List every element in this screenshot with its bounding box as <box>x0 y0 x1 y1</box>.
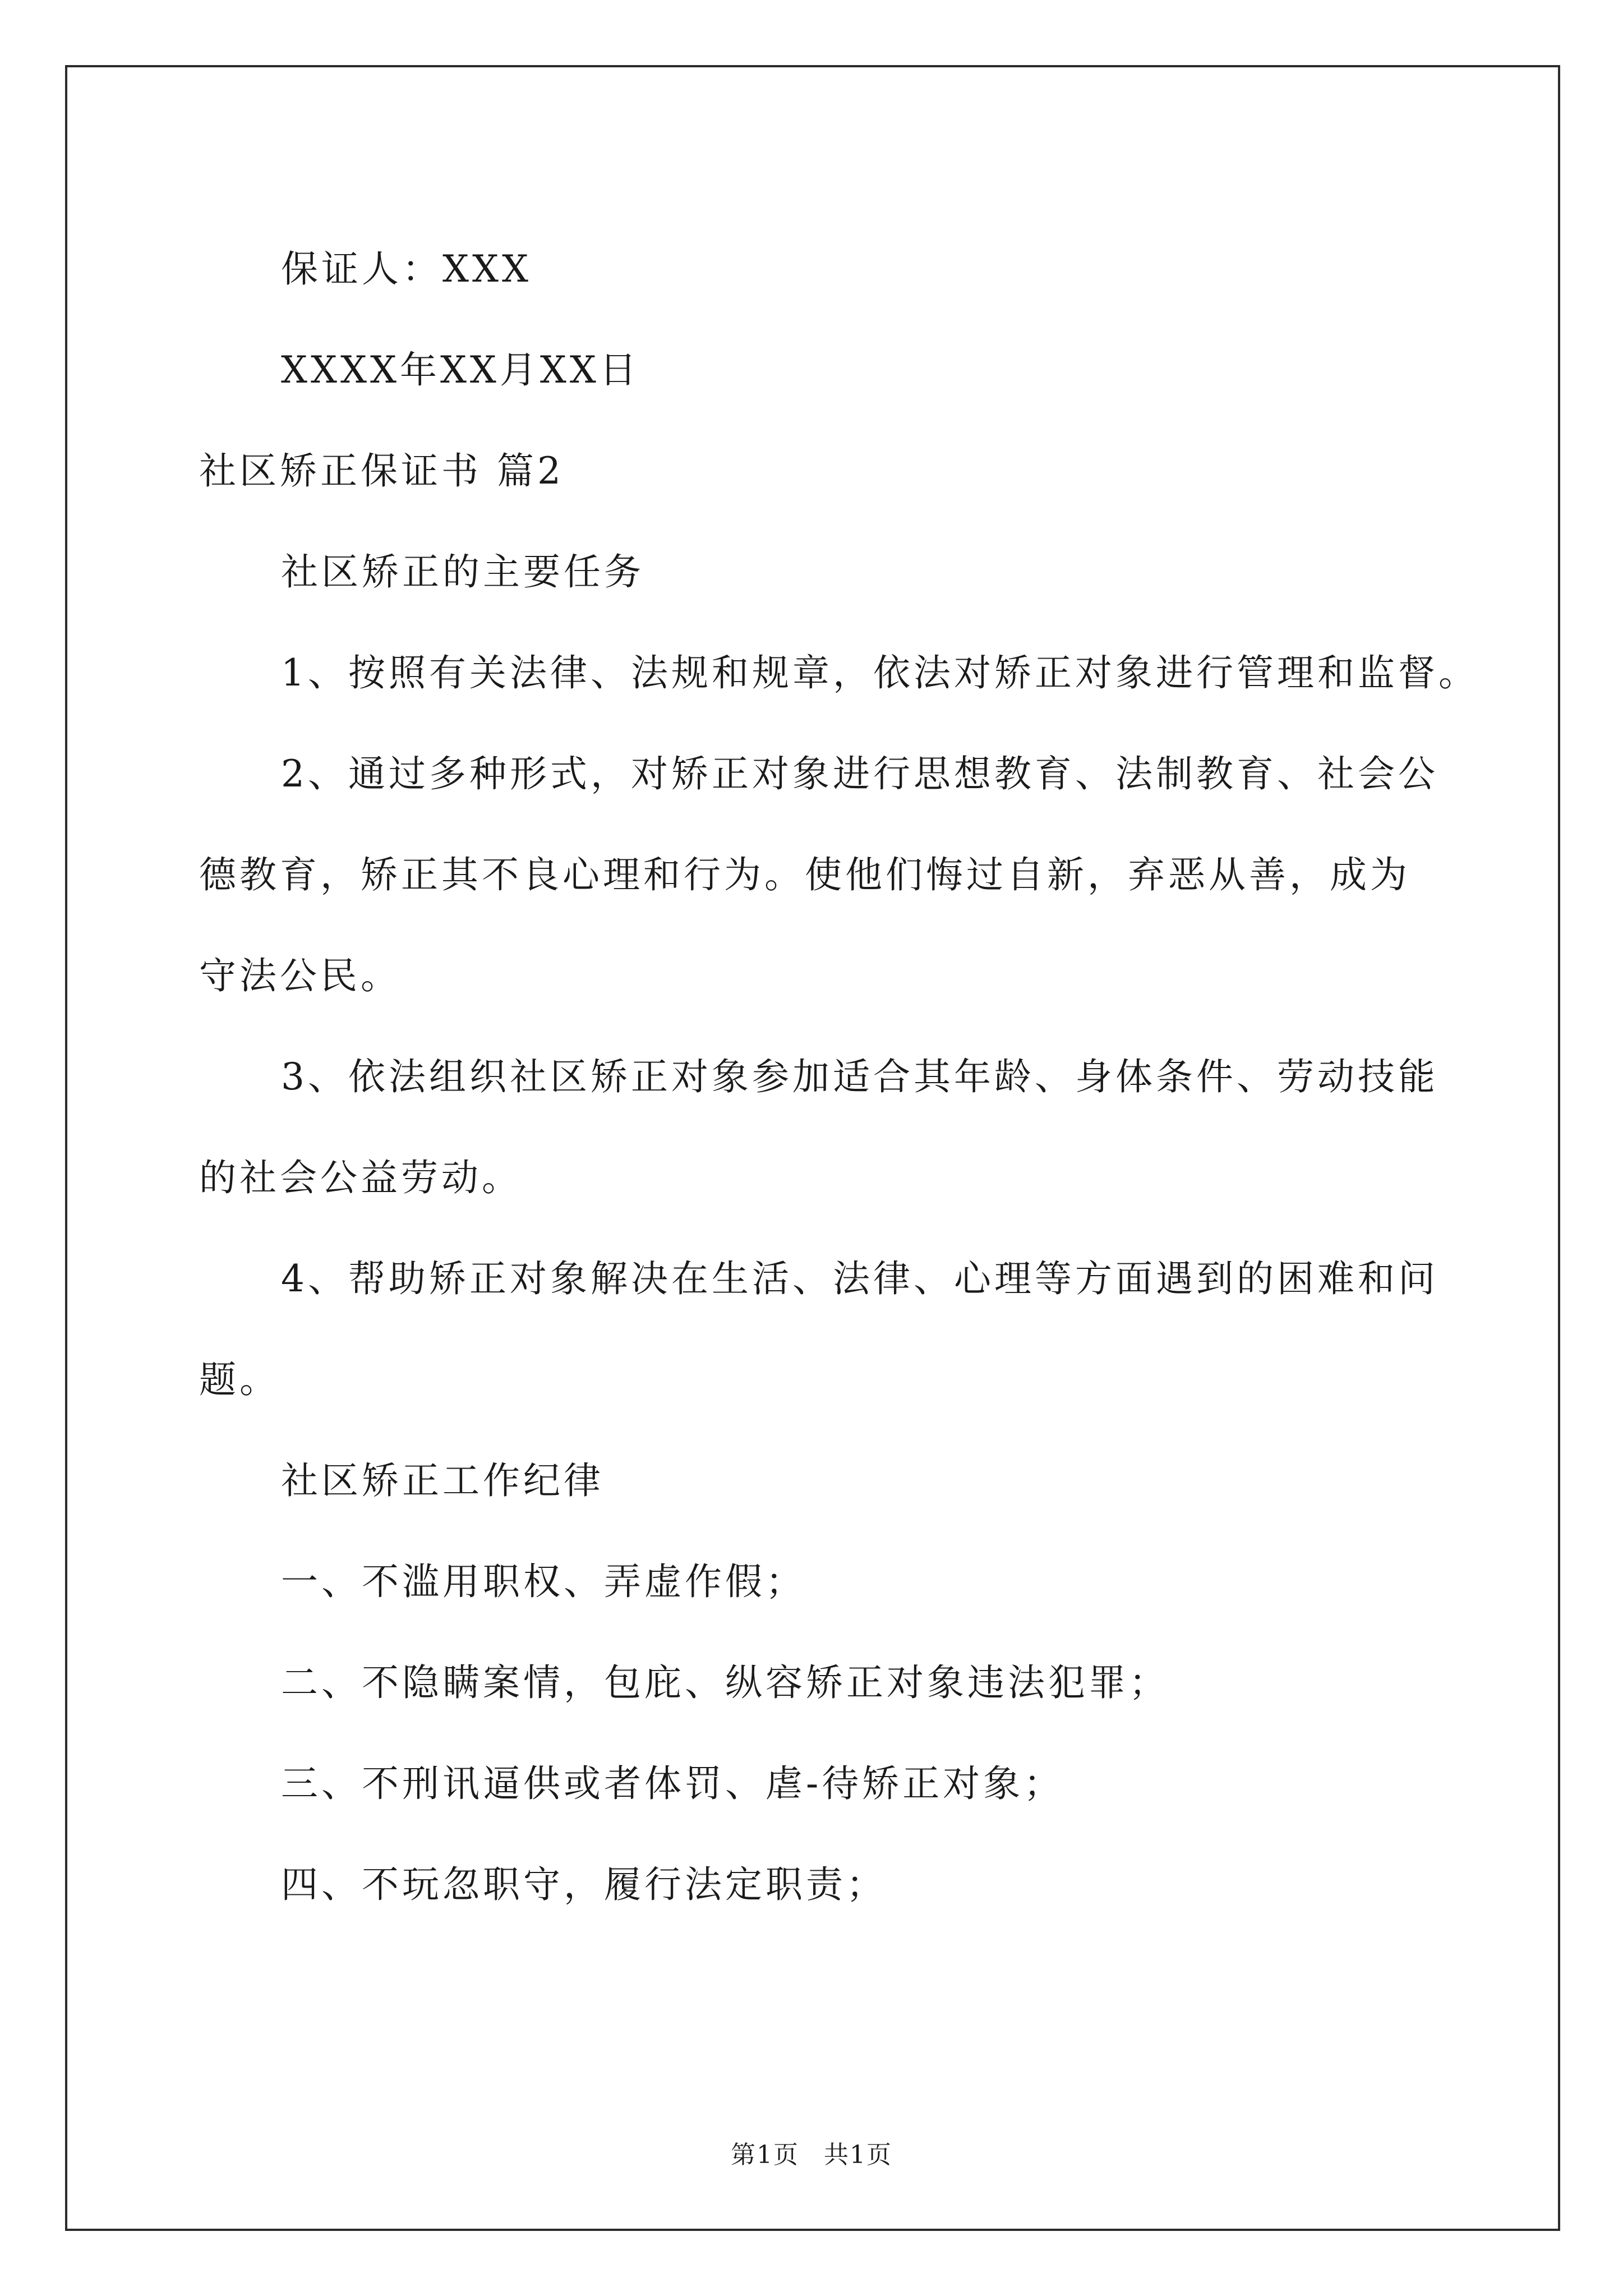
task-item-4: 4、帮助矫正对象解决在生活、法律、心理等方面遇到的困难和问 <box>281 1257 1438 1300</box>
task-item-2: 2、通过多种形式，对矫正对象进行思想教育、法制教育、社会公 <box>281 752 1438 795</box>
guarantor-line: 保证人：XXX <box>281 247 532 291</box>
discipline-item-3: 三、不刑讯逼供或者体罚、虐-待矫正对象； <box>281 1762 1064 1805</box>
discipline-item-4: 四、不玩忽职守，履行法定职责； <box>281 1863 887 1906</box>
task-item-1: 1、按照有关法律、法规和规章，依法对矫正对象进行管理和监督。 <box>281 651 1479 694</box>
discipline-item-1: 一、不滥用职权、弄虚作假； <box>281 1560 806 1603</box>
page-number-current: 第1页 <box>731 2141 799 2169</box>
page-number-total: 共1页 <box>824 2141 892 2169</box>
task-item-3-cont: 的社会公益劳动。 <box>199 1156 522 1199</box>
date-line: XXXX年XX月XX日 <box>281 348 640 392</box>
task-item-3: 3、依法组织社区矫正对象参加适合其年龄、身体条件、劳动技能 <box>281 1055 1438 1098</box>
task-item-2-cont: 德教育，矫正其不良心理和行为。使他们悔过自新，弃恶从善，成为 <box>199 853 1410 896</box>
section-heading: 社区矫正保证书 篇2 <box>199 449 564 493</box>
subheading-work-discipline: 社区矫正工作纪律 <box>281 1459 604 1502</box>
task-item-4-cont: 题。 <box>199 1358 280 1401</box>
discipline-item-2: 二、不隐瞒案情，包庇、纵容矫正对象违法犯罪； <box>281 1661 1169 1704</box>
subheading-main-tasks: 社区矫正的主要任务 <box>281 550 644 593</box>
task-item-2-cont-2: 守法公民。 <box>199 954 401 997</box>
page-footer <box>0 2134 1623 2170</box>
document-body <box>199 219 1479 1935</box>
